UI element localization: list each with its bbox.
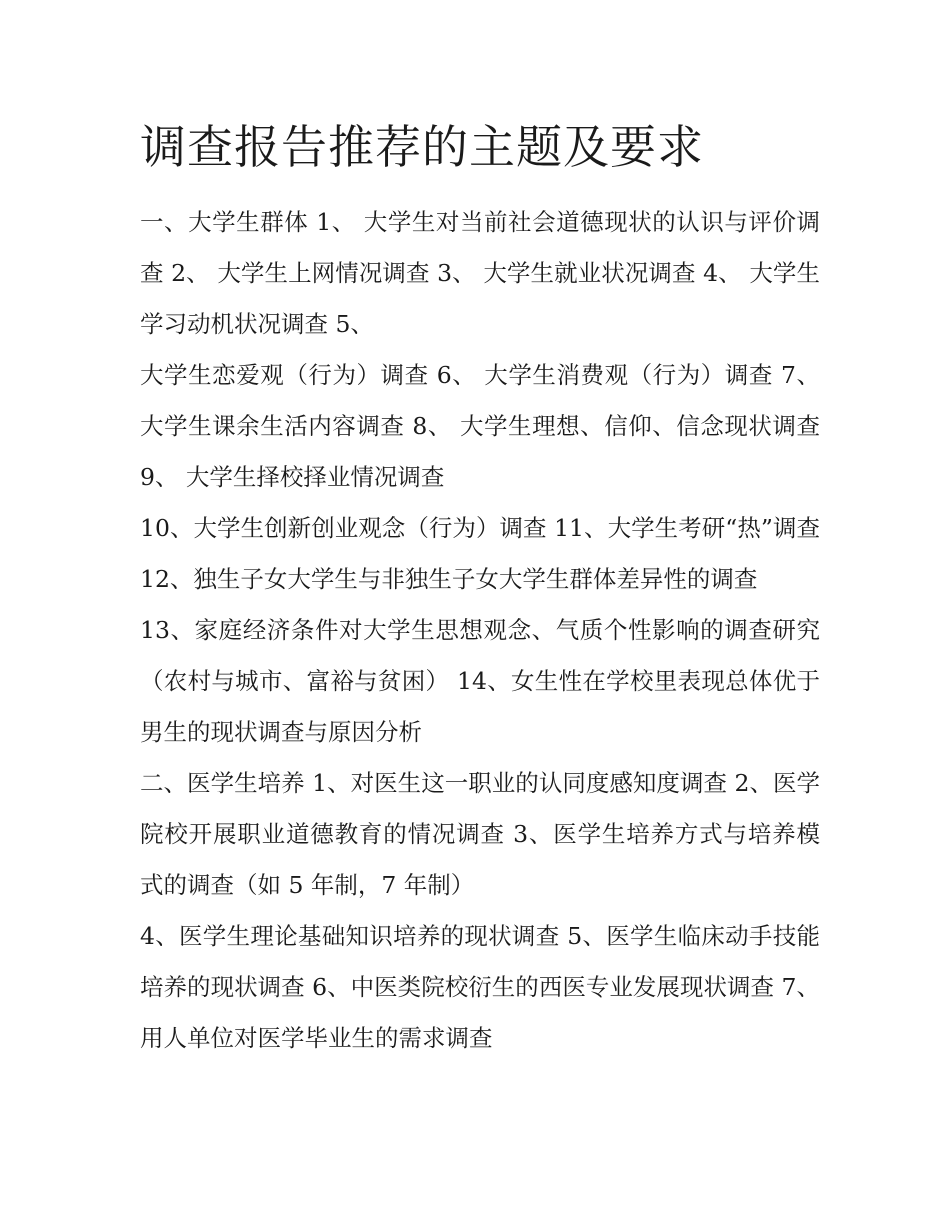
paragraph-medical-topics-1: 二、医学生培养 1、对医生这一职业的认同度感知度调查 2、医学院校开展职业道德教育的情况调查 3、医学生培养方式与培养模式的调查（如 5 年制，7 年制） <box>140 769 820 899</box>
document-title: 调查报告推荐的主题及要求 <box>140 120 704 174</box>
paragraph-student-topics-1: 一、大学生群体 1、 大学生对当前社会道德现状的认识与评价调查 2、 大学生上网情况调查 3、 大学生就业状况调查 4、 大学生学习动机状况调查 5、 <box>140 208 820 338</box>
paragraph-medical-topics-2: 4、医学生理论基础知识培养的现状调查 5、医学生临床动手技能培养的现状调查 6、中医类院校衍生的西医专业发展现状调查 7、用人单位对医学毕业生的需求调查 <box>140 922 820 1052</box>
paragraph-student-topics-4: 13、家庭经济条件对大学生思想观念、气质个性影响的调查研究（农村与城市、富裕与贫困） 14、女生性在学校里表现总体优于男生的现状调查与原因分析 <box>140 616 820 746</box>
paragraph-student-topics-3: 10、大学生创新创业观念（行为）调查 11、大学生考研“热”调查 12、独生子女大学生与非独生子女大学生群体差异性的调查 <box>140 514 820 593</box>
document-body <box>140 197 820 1064</box>
paragraph-student-topics-2: 大学生恋爱观（行为）调查 6、 大学生消费观（行为）调查 7、 大学生课余生活内容调查 8、 大学生理想、信仰、信念现状调查 9、 大学生择校择业情况调查 <box>140 361 820 491</box>
